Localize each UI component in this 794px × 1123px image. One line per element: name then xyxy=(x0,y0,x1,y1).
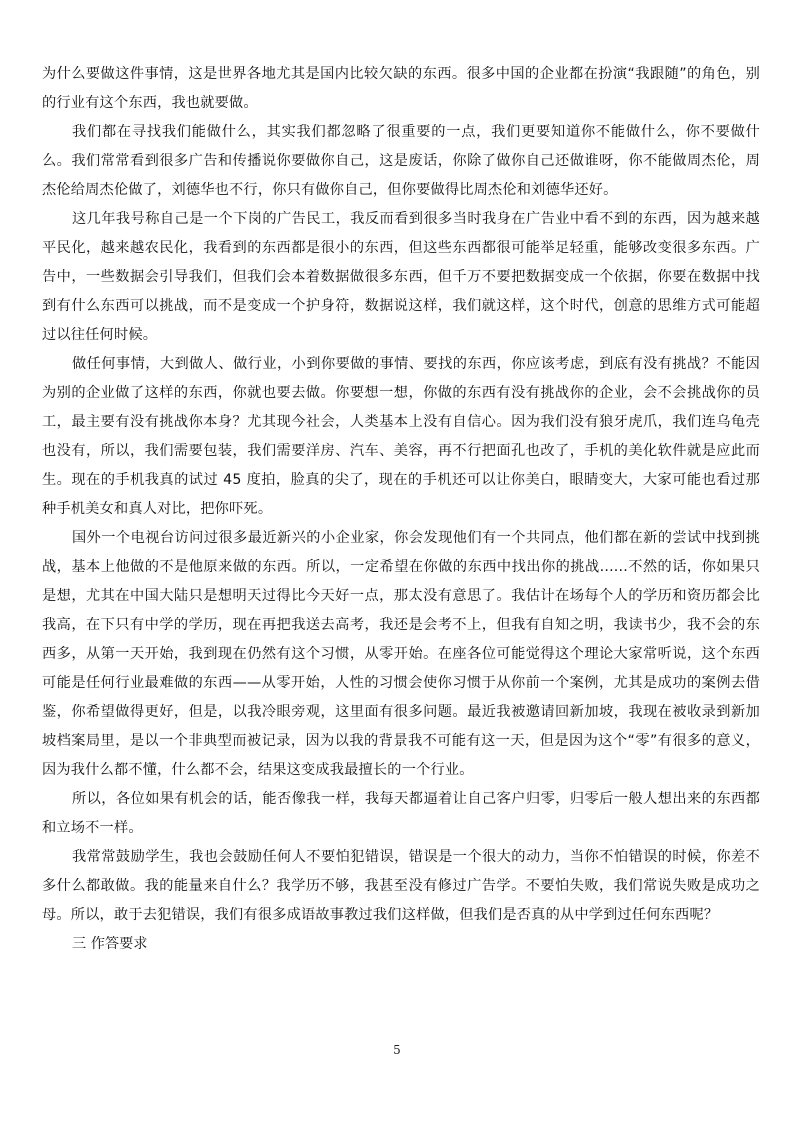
paragraph-start-from-zero: 国外一个电视台访问过很多最近新兴的小企业家，你会发现他们有一个共同点，他们都在新的尝试中找到挑战，基本上他做的不是他原来做的东西。所以，一定希望在你做的东西中找出你的挑战......不然的话，你如果只是想，尤其在中国大陆只是想明天过得比今天好一点，那太没有意思了。我估计在场每个人的学历和资历都会比我高，在下只有中学的学历，现在再把我送去高考，我还是会考不上，但我有自知之明，我读书少，我不会的东西多，从第一天开始，我到现在仍然有这个习惯，从零开始。在座各位可能觉得这个理论大家常听说，这个东西可能是任何行业最难做的东西——从零开始，人性的习惯会使你习惯于从你前一个案例，尤其是成功的案例去借鉴，你希望做得更好，但是，以我冷眼旁观，这里面有很多问题。最近我被邀请回新加坡，我现在被收录到新加坡档案局里，是以一个非典型而被记录，因为以我的背景我不可能有这一天，但是因为这个“零”有很多的意义，因为我什么都不懂，什么都不会，结果这变成我最擅长的一个行业。 xyxy=(42,530,760,778)
paragraph-what-not-to-do: 我们都在寻找我们能做什么，其实我们都忽略了很重要的一点，我们更要知道你不能做什么，你不要做什么。我们常常看到很多广告和传播说你要做你自己，这是废话，你除了做你自己还做谁呀，你不能做周杰伦，周杰伦给周杰伦做了，刘德华也不行，你只有做你自己，但你要做得比周杰伦和刘德华还好。 xyxy=(42,124,760,198)
paragraph-challenge: 做任何事情，大到做人、做行业，小到你要做的事情、要找的东西，你应该考虑，到底有没有挑战？不能因为别的企业做了这样的东西，你就也要去做。你要想一想，你做的东西有没有挑战你的企业，会不会挑战你的员工，最主要有没有挑战你本身？尤其现今社会，人类基本上没有自信心。因为我们没有狼牙虎爪，我们连乌龟壳也没有，所以，我们需要包装，我们需要洋房、汽车、美容，再不行把面孔也改了，手机的美化软件就是应此而生。现在的手机我真的试过 45 度拍，脸真的尖了，现在的手机还可以让你美白，眼睛变大，大家可能也看过那种手机美女和真人对比，把你吓死。 xyxy=(42,356,760,517)
document-body xyxy=(42,60,760,959)
page-number: 5 xyxy=(393,1043,401,1057)
paragraph-mistakes: 我常常鼓励学生，我也会鼓励任何人不要怕犯错误，错误是一个很大的动力，当你不怕错误的时候，你差不多什么都敢做。我的能量来自什么？我学历不够，我甚至没有修过广告学。不要怕失败，我们常说失败是成功之母。所以，敢于去犯错误，我们有很多成语故事教过我们这样做，但我们是否真的从中学到过任何东西呢？ xyxy=(42,849,760,923)
paragraph-reset-to-zero: 所以，各位如果有机会的话，能否像我一样，我每天都逼着让自己客户归零，归零后一般人想出来的东西都和立场不一样。 xyxy=(42,791,760,836)
paragraph-advertising-data: 这几年我号称自己是一个下岗的广告民工，我反而看到很多当时我身在广告业中看不到的东西，因为越来越平民化，越来越农民化，我看到的东西都是很小的东西，但这些东西都很可能举足轻重，能够改变很多东西。广告中，一些数据会引导我们，但我们会本着数据做很多东西，但千万不要把数据变成一个依据，你要在数据中找到有什么东西可以挑战，而不是变成一个护身符，数据说这样，我们就这样，这个时代，创意的思维方式可能超过以往任何时候。 xyxy=(42,211,760,343)
section-heading-answer-requirements: 三 作答要求 xyxy=(72,936,148,952)
paragraph-continued: 为什么要做这件事情，这是世界各地尤其是国内比较欠缺的东西。很多中国的企业都在扮演“我跟随”的角色，别的行业有这个东西，我也就要做。 xyxy=(42,66,760,111)
